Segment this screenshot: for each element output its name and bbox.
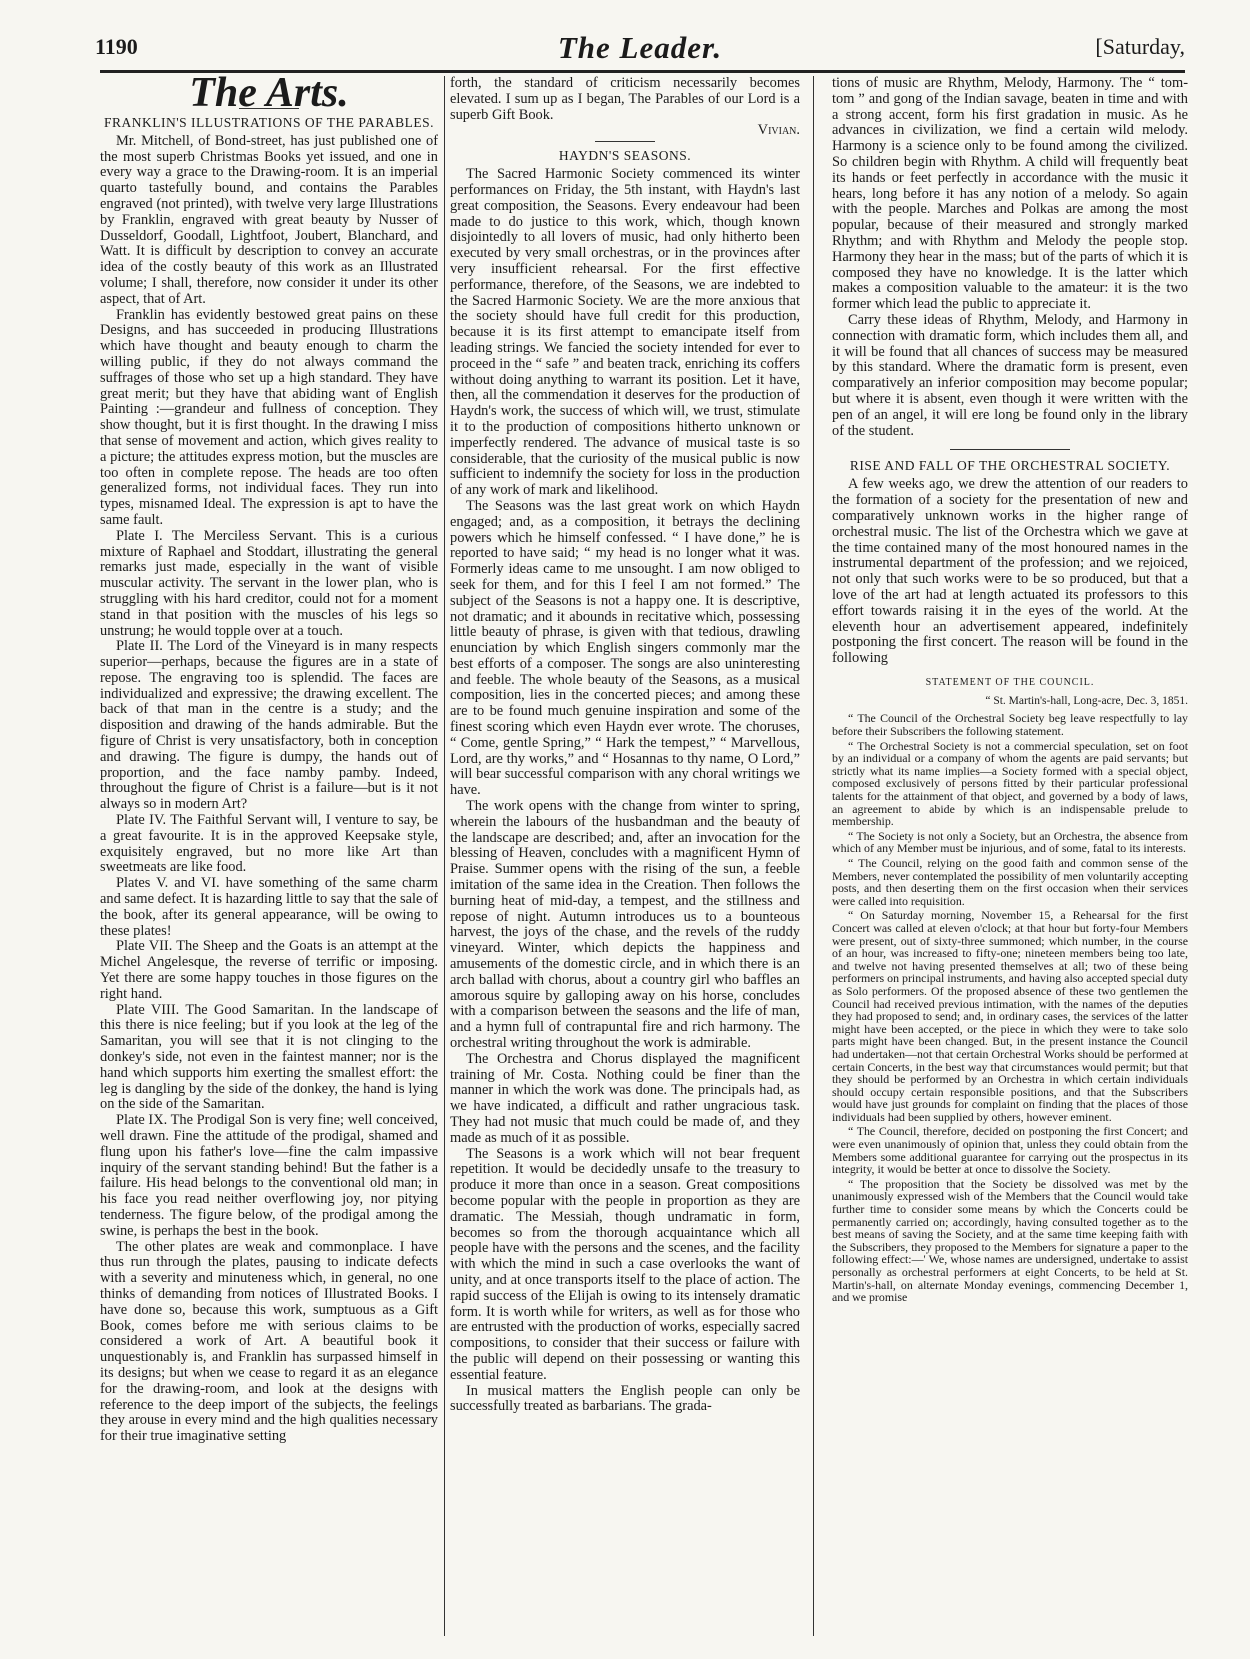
article-heading-franklin: FRANKLIN'S ILLUSTRATIONS OF THE PARABLES. [103,114,435,130]
paragraph: Mr. Mitchell, of Bond-street, has just published one of the most superb Christmas Books yet issued, and one in every way a grace to the Drawing-room. It is an imperial quarto tastefully bound, and contains the Parables engraved (not printed), with twelve very large Illustrations by Franklin, engraved with great beauty by Nusser of Dusseldorf, Goodall, Lightfoot, Joubert, Blanchard, and Watt. It is difficult by description to convey an accurate idea of the costly beauty of this work as an Illustrated volume; I shall, therefore, now consider it under its other aspect, that of Art. [100,132,438,307]
section-title: The Arts. [189,76,349,116]
page-number: 1190 [95,34,138,59]
paragraph: Plate I. The Merciless Servant. This is a curious mixture of Raphael and Stoddart, illustrating the general remarks just made, especially in the want of visible muscular activity. The servant in the lower plan, who is struggling with his hard creditor, could not for a moment stand in that position with the muscles of his legs so unstrung; he would topple over at a touch. [100,527,438,639]
signature: Vivian. [757,122,800,139]
column-divider [444,76,445,1636]
column-2 [450,76,800,1636]
masthead-rule [100,70,1185,73]
paragraph: forth, the standard of criticism necessarily becomes elevated. I sum up as I began, The Parables of our Lord is a superb Gift Book. [450,76,800,123]
paragraph: The Orchestra and Chorus displayed the magnificent training of Mr. Costa. Nothing could be finer than the manner in which the work was done. The principals had, as we have indicated, a difficult and rather ungracious task. They had not music that much could be made of, and they made as much of it as possible. [450,1050,800,1146]
statement-paragraph: “ The proposition that the Society be dissolved was met by the unanimously expressed wish of the Members that the Council would take further time to consider some means by which the Concerts could be permanently carried on; accordingly, having consulted together as to the best means of saving the Society, and at the same time keeping faith with the Subscribers, they proposed to the Members for signature a paper to the following effect:—' We, whose names are undersigned, undertake to assist personally as orchestral performers at eight Concerts, to be held at St. Martin's-hall, on alternate Monday evenings, commencing December 1, and we promise [832,1176,1188,1305]
divider [595,141,655,142]
paragraph: Plate IV. The Faithful Servant will, I venture to say, be a great favourite. It is in the approved Keepsake style, exquisitely engraved, but no more like Art than sweetmeats are like food. [100,812,438,876]
statement-paragraph: “ On Saturday morning, November 15, a Rehearsal for the first Concert was called at eleven o'clock; at that hour but forty-four Members were present, out of sixty-three summoned; which number, in the course of an hour, was increased to fifty-one; nineteen members being too late, and twelve not having presented themselves at all; two of these being performers on principal instruments, and having also accepted special duty as Solo performers. Of the proposed absence of these two gentlemen the Council had received previous intimation, with the names of the deputies they had proposed to send; and, in ordinary cases, the services of the latter might have been accepted, or the piece in which they were to take solo parts might have been changed. But, in the present instance the Council had undertaken—not that certain Orchestral Works should be performed at certain Concerts, in the best way that circumstances would permit; but that they should be performed by an Orchestra in which certain individuals should occupy certain responsible positions, and that the Subscribers would have just grounds for complaint on finding that the places of those individuals had been supplied by others, however eminent. [832,908,1188,1124]
column-1 [100,76,438,1636]
statement-paragraph: “ The Society is not only a Society, but an Orchestra, the absence from which of any Member must be injurious, and of some, fatal to its interests. [832,828,1188,856]
paragraph: The other plates are weak and commonplace. I have thus run through the plates, pausing to indicate defects with a severity and minuteness which, in general, no one thinks of demanding from notices of Illustrated Books. I have done so, because this work, sumptuous as a Gift Book, comes before me with serious claims to be considered a work of Art. A beautiful book it unquestionably is, and Franklin has surpassed himself in its designs; but when we cease to regard it as an elegance for the drawing-room, and look at the designs with reference to the deep import of the subjects, the feelings they arouse in every mind and the high qualities necessary for their true imaginative setting [100,1238,438,1445]
column-divider [813,76,814,1636]
paragraph: Franklin has evidently bestowed great pains on these Designs, and has succeeded in producing Illustrations which have thought and beauty enough to charm the willing public, if they do not always command the suffrages of those who set up a high standard. They have great merit; but they have that abiding want of English Painting :—grandeur and fullness of conception. They show thought, but it is first thought. In the drawing I miss that sense of movement and action, which gives reality to a picture; the attitudes express motion, but the muscles are too often in complete repose. The heads are too often generalized forms, not individual faces. They run into types, misnamed Ideal. The expression is apt to have the same fault. [100,306,438,528]
newspaper-title: The Leader. [557,30,723,65]
paragraph: Plate VIII. The Good Samaritan. In the landscape of this there is nice feeling; but if you look at the leg of the Samaritan, you will see that it is not clinging to the donkey's side, not even in the faintest manner; nor is the hand which supports him exerting the smallest effort: the leg is dangling by the side of the donkey, the hand is lying on the side of the Samaritan. [100,1001,438,1113]
paragraph: tions of music are Rhythm, Melody, Harmony. The “ tom-tom ” and gong of the Indian savage, beaten in time and with a strong accent, form his first gradation in music. As he advances in civilization, we find a certain wild melody. Harmony is a science only to be found among the civilized. So children begin with Rhythm. A child will frequently beat its hands or feet perfectly in accordance with the music it hears, long before it has any notion of a melody. So again with the people. Marches and Polkas are among the most popular, because of their measured and strongly marked Rhythm; and with Rhythm and Melody the people stop. Harmony they hear in the mass; but of the parts of which it is composed they have no knowledge. It is the latter which makes a composition valuable to the amateur: it is the two former which lead the public to appreciate it. [832,76,1188,313]
column-3 [832,76,1188,1636]
paragraph: Plate II. The Lord of the Vineyard is in many respects superior—perhaps, because the figures are in a state of repose. The engraving too is splendid. The faces are individualized and expressive; the drawing excellent. The back of that man in the centre is a study; and the disposition and drawing of the hands admirable. But the figure of Christ is very unsatisfactory, both in conception and drawing. The figure is dumpy, the hands out of proportion, and the face namby pamby. Indeed, throughout the figure of Christ is a failure—but is it not always so in modern Art? [100,638,438,813]
divider [950,449,1070,450]
statement-paragraph: “ The Council, relying on the good faith and common sense of the Members, never contemplated the possibility of men voluntarily accepting posts, and then deserting them on the first occasion when their services were called into requisition. [832,856,1188,908]
statement-paragraph: “ The Council, therefore, decided on postponing the first Concert; and were even unanimously of opinion that, unless they could obtain from the Members some additional guarantee for carrying out the prospectus in its integrity, it would be better at once to dissolve the Society. [832,1124,1188,1177]
paragraph: Plate IX. The Prodigal Son is very fine; well conceived, well drawn. Fine the attitude of the prodigal, shamed and flung upon his father's love—fine the calm impassive inquiry of the servant standing behind! But the father is a failure. His head belongs to the conventional old man; in his face you read neither overflowing joy, nor pitying tenderness. The figure below, of the prodigal among the swine, is perhaps the best in the book. [100,1112,438,1239]
statement-paragraph: “ The Orchestral Society is not a commercial speculation, set on foot by an individual or a company of whom the agents are paid servants; but strictly what its name implies—a Society formed with a special object, composed exclusively of persons fitted by their particular professional talents for the attainment of that object, and governed by a body of laws, an agreement to abide by which is an indispensable prelude to membership. [832,738,1188,829]
paragraph: The Sacred Harmonic Society commenced its winter performances on Friday, the 5th instant, with Haydn's last great composition, the Seasons. Every endeavour had been made to do justice to this work, which, though known disjointedly to all lovers of music, had only hitherto been executed by very small orchestras, or in the provinces after very insufficient rehearsal. For the first effective performance, therefore, of the Seasons, we are indebted to the Sacred Harmonic Society. We are the more anxious that the society should have full credit for this production, because it is its first attempt to emancipate itself from leading strings. We fancied the society intended for ever to proceed in the “ safe ” and beaten track, enriching its coffers without doing anything to warrant its position. Let it have, then, all the commendation it deserves for the production of Haydn's work, the success of which will, we trust, stimulate it to the production of compositions hitherto unknown or imperfectly rendered. The advance of musical taste is so considerable, that the curiosity of the musical public is now sufficient to indemnify the society for loss in the production of any work of mark and likelihood. [450,166,800,499]
paragraph: Plate VII. The Sheep and the Goats is an attempt at the Michel Angelesque, the reverse of terrific or imposing. Yet there are some happy touches in those figures on the right hand. [100,938,438,1002]
paragraph: Plates V. and VI. have something of the same charm and same defect. It is hazarding little to say that the sale of the book, after its general appearance, will be owing to these plates! [100,875,438,939]
issue-day: [Saturday, [1095,34,1185,59]
masthead [95,30,1185,74]
paragraph: The work opens with the change from winter to spring, wherein the labours of the husbandman and the beauty of the landscape are described; and, after an invocation for the blessing of Heaven, concludes with a magnificent Hymn of Praise. Summer opens with the rising of the sun, a feeble imitation of the same idea in the Creation. Then follows the burning heat of mid-day, a tempest, and the stillness and repose of night. Autumn introduces us to a bounteous harvest, the joys of the chase, and the revels of the ruddy vineyard. Winter, which depicts the happiness and amusements of the domestic circle, and in which there is an arch ballad with chorus, about a country girl who baffles an amorous squire by galloping away on his horse, concludes with a comparison between the seasons and the life of man, and a hymn full of contrapuntal fire and rich harmony. The orchestral writing throughout the work is admirable. [450,798,800,1052]
statement-title: STATEMENT OF THE COUNCIL. [925,676,1095,688]
paragraph: A few weeks ago, we drew the attention of our readers to the formation of a society for the presentation of new and comparatively unknown works in the higher range of orchestral music. The list of the Orchestra which we gave at the time contained many of the most honoured names in the instrumental department of the profession; and we rejoiced, not only that such works were to be so produced, but that a love of the art had at length actuated its professors to this effort towards raising it in the eyes of the world. At the eleventh hour an advertisement appeared, indefinitely postponing the first concert. The reason will be found in the following [832,476,1188,667]
article-heading-orchestral: RISE AND FALL OF THE ORCHESTRAL SOCIETY. [849,458,1171,474]
paragraph: The Seasons was the last great work on which Haydn engaged; and, as a composition, it betrays the declining powers which he himself confessed. “ I have done,” he is reported to have said; “ my head is no longer what it was. Formerly ideas came to me unsought. I am now obliged to seek for them, and for this I feel I am not formed.” The subject of the Seasons is not a happy one. It is descriptive, not dramatic; and it abounds in recitative which, possessing little beauty of phrase, is given with that tedious, drawling enunciation by which English singers commonly mar the best efforts of a composer. The songs are also uninteresting and feeble. The whole beauty of the Seasons, as a musical composition, lies in the concerted pieces; and among these are to be found much genuine inspiration and some of the finest scoring which even Haydn ever wrote. The choruses, “ Come, gentle Spring,” “ Hark the tempest,” “ Marvellous, Lord, are thy works,” and “ Hosannas to thy name, O Lord,” will bear successful comparison with any choral writings we have. [450,497,800,799]
statement-paragraph: “ The Council of the Orchestral Society beg leave respectfully to lay before their Subscribers the following statement. [832,711,1188,739]
paragraph: In musical matters the English people can only be successfully treated as barbarians. The grada- [450,1382,800,1415]
paragraph: The Seasons is a work which will not bear frequent repetition. It would be decidedly unsafe to the treasury to produce it more than once in a season. Great compositions become popular with the people in proportion as they are dramatic. The Messiah, though undramatic in form, becomes so from the thorough acquaintance which all people have with the persons and the scenes, and the facility with which the mind in such a case overlooks the want of unity, and at once transports itself to the place of action. The rapid success of the Elijah is owing to its intensely dramatic form. It is worth while for writers, as well as for those who are entrusted with the production of works, especially sacred compositions, to consider that their success or failure with the public will depend on their possessing or wanting this essential feature. [450,1145,800,1383]
paragraph: Carry these ideas of Rhythm, Melody, and Harmony in connection with dramatic form, which includes them all, and it will be found that all chances of success may be measured by this standard. Where the dramatic form is present, even comparatively an inferior composition may become popular; but where it is absent, even though it were written with the pen of an angel, it will ere long be found only in the library of the student. [832,311,1188,439]
statement-address: “ St. Martin's-hall, Long-acre, Dec. 3, 1851. [985,694,1188,707]
article-heading-haydn: HAYDN'S SEASONS. [558,148,692,164]
